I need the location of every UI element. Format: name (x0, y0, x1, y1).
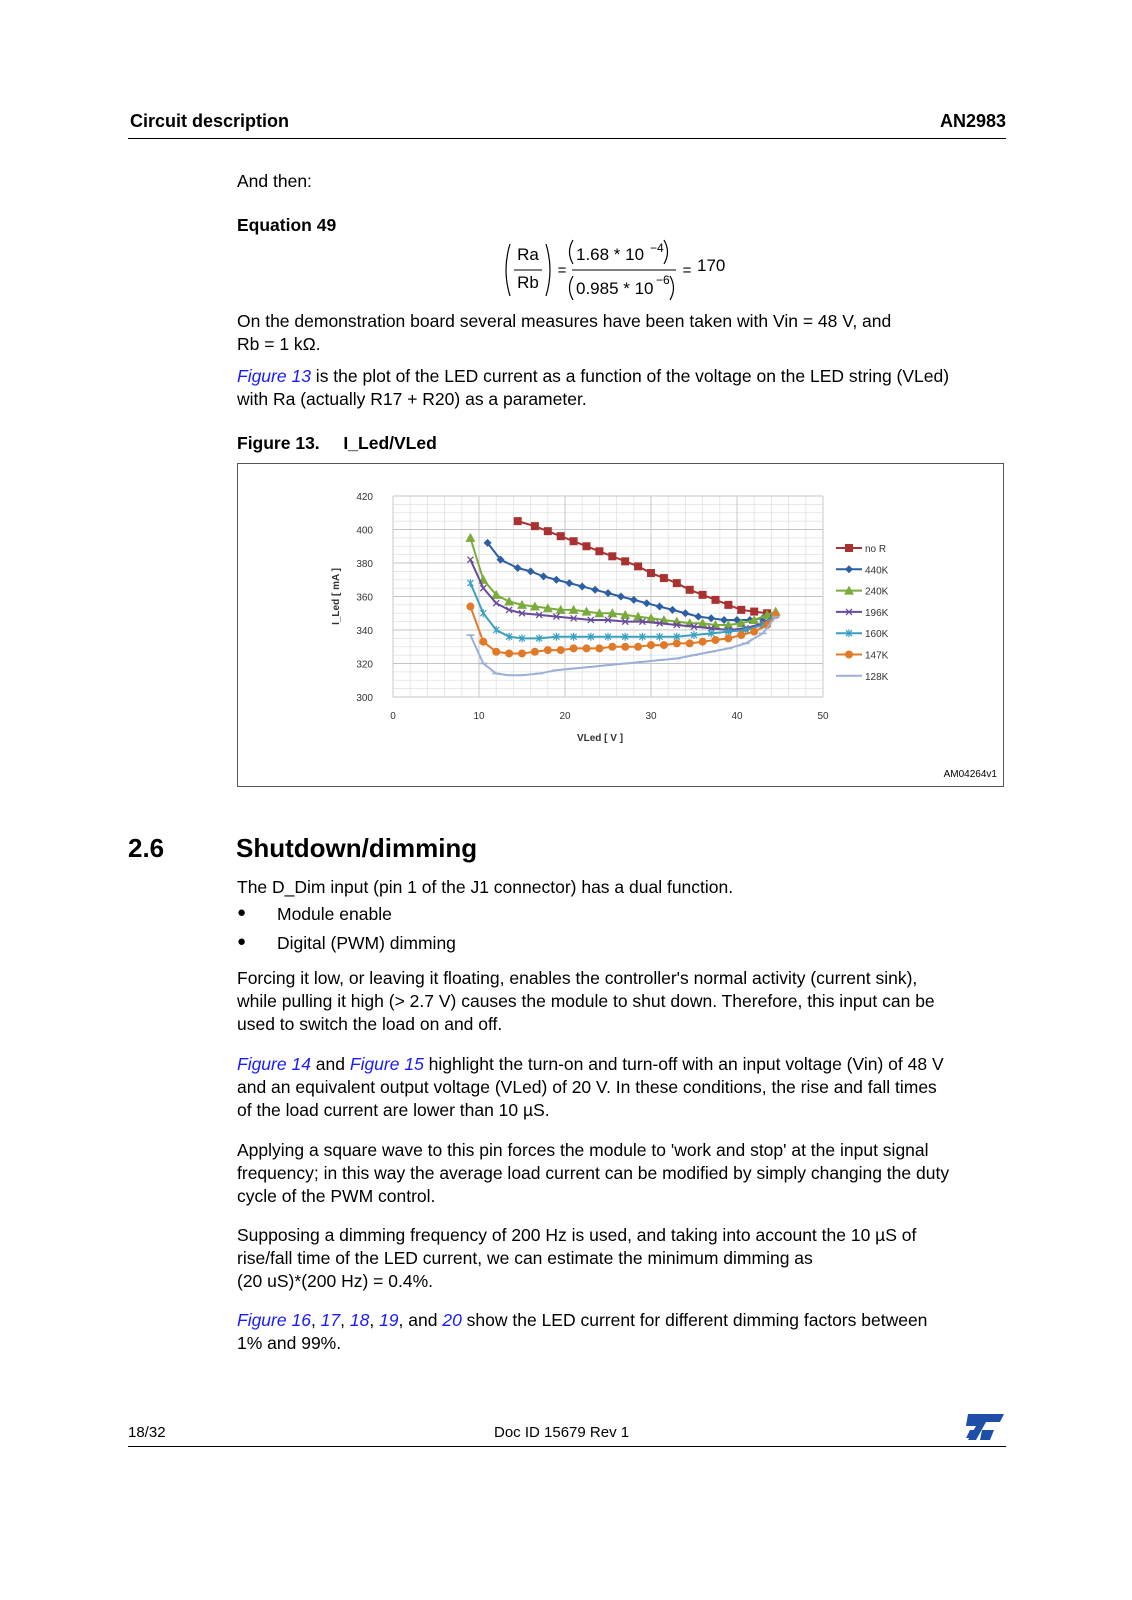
data-point (630, 596, 638, 604)
data-point (608, 643, 616, 651)
legend-label: no R (865, 544, 887, 555)
x-tick-label: 40 (731, 711, 743, 722)
para-turn-line3: of the load current are lower than 10 µS. (237, 1100, 550, 1120)
data-point (737, 606, 745, 614)
legend-label: 440K (865, 565, 889, 577)
data-point (514, 564, 522, 572)
y-tick-label: 420 (356, 492, 373, 503)
link-figure-13[interactable]: Figure 13 (237, 366, 311, 386)
legend-label: 128K (865, 671, 889, 683)
legend-marker (845, 565, 853, 573)
para-dimming-line2: rise/fall time of the LED current, we can estimate the minimum dimming as (237, 1248, 813, 1268)
y-tick-label: 320 (356, 659, 373, 671)
bullet-marker-1: ● (237, 904, 247, 921)
data-point (583, 644, 591, 652)
para-measures (237, 310, 1007, 356)
section-number: 2.6 (128, 833, 165, 863)
para-forcing-line1: Forcing it low, or leaving it floating, enables the controller's normal activity (current sink), (237, 968, 918, 988)
data-point (647, 569, 655, 577)
series-line-no-r (518, 521, 767, 613)
data-point (595, 644, 603, 652)
link-figure-20[interactable]: 20 (442, 1310, 462, 1330)
data-point (737, 631, 745, 639)
data-point (643, 599, 651, 607)
figure-caption-number: Figure 13. (237, 433, 320, 453)
eq-den-base: 0.985 * 10 (576, 279, 654, 298)
data-point (591, 586, 599, 594)
data-point (750, 608, 758, 616)
data-point (604, 589, 612, 597)
x-tick-label: 20 (559, 711, 571, 722)
link-figure-15[interactable]: Figure 15 (349, 1054, 424, 1074)
para-ddim-intro: The D_Dim input (pin 1 of the J1 connector) has a dual function. (237, 877, 734, 897)
data-point (466, 603, 474, 611)
eq-result: 170 (697, 256, 726, 275)
intro-text: And then: (237, 171, 312, 191)
data-point (660, 574, 668, 582)
equation-49 (500, 238, 740, 304)
data-point (699, 591, 707, 599)
data-point (518, 649, 526, 657)
y-tick-label: 360 (356, 592, 373, 604)
data-point (634, 643, 642, 651)
para-figures-line2: 1% and 99%. (237, 1333, 342, 1353)
para-square-line2: frequency; in this way the average load current can be modified by simply changing the duty (237, 1163, 950, 1183)
para-turn-line2: and an equivalent output voltage (VLed) of 20 V. In these conditions, the rise and fall times (237, 1077, 937, 1097)
eq-num-exp: −4 (650, 241, 664, 255)
x-tick-label: 10 (473, 711, 485, 722)
bullet-module-enable: Module enable (277, 904, 392, 924)
figure-13-box (237, 463, 1004, 787)
figure-caption-title: I_Led/VLed (343, 433, 437, 453)
legend-label: 147K (865, 650, 889, 662)
para-square-line3: cycle of the PWM control. (237, 1186, 436, 1206)
x-tick-label: 0 (390, 711, 396, 722)
data-point (724, 634, 732, 642)
data-point (557, 646, 565, 654)
data-point (505, 649, 513, 657)
equation-label: Equation 49 (237, 215, 337, 235)
para-turn-line1: highlight the turn-on and turn-off with an input voltage (Vin) of 48 V (423, 1054, 944, 1074)
data-point (750, 628, 758, 636)
data-point (608, 552, 616, 560)
iled-vled-chart (238, 464, 1003, 786)
data-point (694, 613, 702, 621)
figure-caption (237, 433, 437, 454)
data-point (712, 596, 720, 604)
data-point (492, 648, 500, 656)
legend-marker (845, 544, 853, 552)
data-point (557, 532, 565, 540)
eq-equals-1: = (557, 262, 567, 279)
data-point (617, 593, 625, 601)
x-tick-label: 30 (645, 711, 657, 722)
footer-doc-id: Doc ID 15679 Rev 1 (494, 1424, 630, 1441)
data-point (578, 582, 586, 590)
y-tick-label: 380 (356, 559, 373, 570)
data-point (669, 606, 677, 614)
bullet-marker-2: ● (237, 933, 247, 950)
footer-page-number: 18/32 (128, 1424, 166, 1441)
data-point (647, 641, 655, 649)
data-point (681, 609, 689, 617)
data-point (686, 639, 694, 647)
y-tick-label: 400 (356, 525, 373, 537)
para-dimming-line3: (20 uS)*(200 Hz) = 0.4%. (237, 1271, 433, 1291)
para-dimming-line1: Supposing a dimming frequency of 200 Hz is used, and taking into account the 10 µS of (237, 1225, 917, 1245)
link-figure-16[interactable]: Figure 16 (237, 1310, 311, 1330)
data-point (565, 579, 573, 587)
para-forcing-line2: while pulling it high (> 2.7 V) causes the module to shut down. Therefore, this input can be (237, 991, 935, 1011)
data-point (656, 603, 664, 611)
para-figure13-desc (237, 365, 1007, 411)
eq-num-base: 1.68 * 10 (576, 245, 645, 264)
data-point (540, 572, 548, 580)
para-dimming-frequency (237, 1224, 1007, 1293)
link-figure-19[interactable]: 19 (379, 1310, 399, 1330)
eq-ra: Ra (517, 245, 539, 264)
link-figure-18[interactable]: 18 (349, 1310, 370, 1330)
header-rule (128, 138, 1006, 139)
data-point (595, 547, 603, 555)
para-square-line1: Applying a square wave to this pin forces the module to 'work and stop' at the input signal (237, 1140, 929, 1160)
x-tick-label: 50 (817, 711, 829, 722)
data-point (531, 648, 539, 656)
data-point (583, 542, 591, 550)
data-point (531, 522, 539, 530)
para-measures-line2: Rb = 1 kΩ. (237, 334, 321, 354)
footer-rule (128, 1446, 1006, 1447)
data-point (527, 567, 535, 575)
y-axis-label: I_Led [ mA ] (331, 568, 342, 625)
para-turn-on-off: Figure 14 and Figure 15 highlight the turn-on and turn-off with an input voltage (Vin) of 48 V and an equivalent output voltage (VLed) of 20 V. In these conditions, the rise and fall times of the load current are lower than 10 µS. (237, 1053, 1007, 1122)
para-square-wave (237, 1139, 1007, 1208)
y-tick-label: 300 (356, 693, 373, 704)
y-tick-label: 340 (356, 626, 373, 637)
st-logo-icon (962, 1412, 1006, 1442)
data-point (686, 586, 694, 594)
para-forcing-line3: used to switch the load on and off. (237, 1014, 503, 1034)
para-figures-line1: show the LED current for different dimming factors between (461, 1310, 928, 1330)
data-point (707, 614, 715, 622)
data-point (712, 636, 720, 644)
section-title: Shutdown/dimming (236, 833, 478, 863)
data-point (660, 641, 668, 649)
data-point (479, 638, 487, 646)
data-point (467, 579, 473, 587)
eq-equals-2: = (682, 262, 692, 279)
data-point (570, 537, 578, 545)
bullet-pwm-dimming: Digital (PWM) dimming (277, 933, 456, 953)
data-point (634, 562, 642, 570)
data-point (699, 638, 707, 646)
link-figure-17[interactable]: 17 (320, 1310, 341, 1330)
para-forcing-low (237, 967, 1007, 1036)
data-point (544, 527, 552, 535)
data-point (504, 597, 514, 606)
data-point (465, 533, 475, 542)
legend-label: 240K (865, 586, 889, 598)
eq-den-exp: −6 (656, 273, 670, 287)
link-figure-14[interactable]: Figure 14 (237, 1054, 311, 1074)
para-measures-line1: On the demonstration board several measures have been taken with Vin = 48 V, and (237, 311, 892, 331)
legend-label: 160K (865, 629, 889, 641)
para-figures-16-20: Figure 16, 17, 18, 19, and 20 show the LED current for different dimming factors between 1% and 99%. (237, 1309, 1007, 1355)
header-doc-code: AN2983 (939, 111, 1006, 131)
legend-label: 196K (865, 607, 889, 619)
data-point (621, 643, 629, 651)
data-point (673, 639, 681, 647)
x-axis-label: VLed [ V ] (576, 733, 624, 744)
data-point (544, 646, 552, 654)
data-point (621, 557, 629, 565)
data-point (724, 601, 732, 609)
legend-marker (845, 651, 853, 659)
data-point (570, 644, 578, 652)
para-figure13-line2: with Ra (actually R17 + R20) as a parameter. (237, 389, 587, 409)
data-point (514, 517, 522, 525)
header-section-title: Circuit description (130, 111, 290, 131)
data-point (552, 576, 560, 584)
eq-rb: Rb (517, 273, 539, 292)
figure-id-code: AM04264v1 (943, 769, 997, 780)
para-figure13-line1: is the plot of the LED current as a function of the voltage on the LED string (VLed) (310, 366, 950, 386)
data-point (673, 579, 681, 587)
